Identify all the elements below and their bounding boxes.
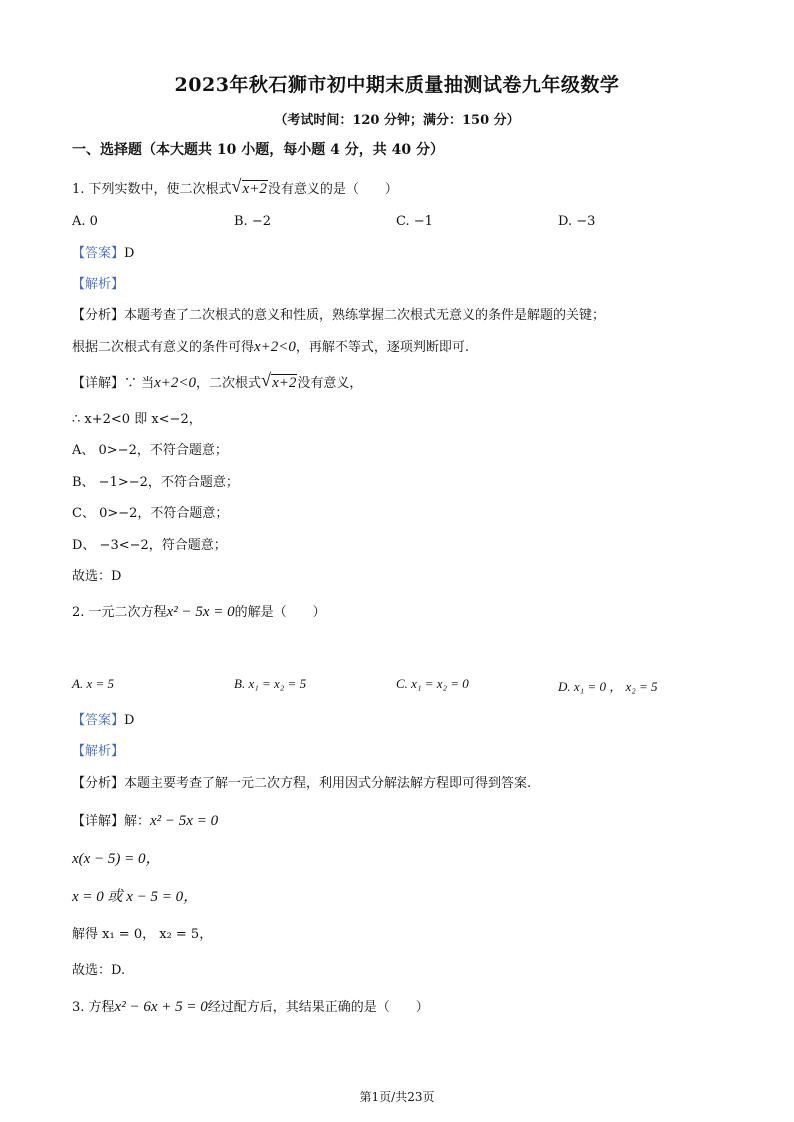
q1-step-a: A、 0>−2，不符合题意；: [72, 443, 228, 458]
radical: √ x+2: [261, 374, 297, 392]
radical: √ x+2: [232, 180, 268, 198]
q1-conclusion: 故选：D: [72, 569, 122, 584]
q1-option-d: D. −3: [558, 214, 596, 229]
q2-step-1: x(x − 5) = 0，: [72, 851, 161, 867]
q1-option-a: A. 0: [72, 214, 98, 229]
q1-option-c: C. −1: [396, 214, 433, 229]
question-2-stem: 2. 一元二次方程x² − 5x = 0的解是（ ）: [72, 604, 326, 620]
q1-analysis: 【分析】本题考查了二次根式的意义和性质，熟练掌握二次根式无意义的条件是解题的关键；: [72, 308, 606, 323]
question-1-stem: 1. 下列实数中，使二次根式√ x+2没有意义的是（ ）: [72, 180, 398, 199]
exam-info: （考试时间：120 分钟；满分：150 分）: [274, 113, 520, 128]
q2-detail: 【详解】解：x² − 5x = 0: [72, 813, 219, 829]
q1-analysis-2: 根据二次根式有意义的条件可得x+2<0，再解不等式，逐项判断即可.: [72, 339, 470, 355]
page-title: 2023年秋石狮市初中期末质量抽测试卷九年级数学: [174, 74, 620, 96]
q2-analysis-label: 【解析】: [72, 744, 125, 759]
q2-conclusion: 故选：D.: [72, 963, 126, 978]
q1-step-c: C、 0>−2，不符合题意；: [72, 506, 229, 521]
q2-step-2: x = 0 或 x − 5 = 0，: [72, 889, 199, 905]
q1-therefore: ∴ x+2<0 即 x<−2，: [72, 412, 202, 427]
q2-option-a: A. x = 5: [72, 676, 114, 691]
q2-option-c: C. x₁ = x₂ = 0: [396, 676, 469, 691]
q2-option-d: D. x₁ = 0 ， x₂ = 5: [558, 679, 658, 694]
q2-answer: 【答案】D: [72, 713, 135, 728]
question-3-stem: 3. 方程x² − 6x + 5 = 0经过配方后，其结果正确的是（ ）: [72, 999, 429, 1015]
q2-analysis: 【分析】本题主要考查了解一元二次方程，利用因式分解法解方程即可得到答案.: [72, 776, 532, 791]
q2-option-b: B. x₁ = x₂ = 5: [234, 676, 307, 691]
q2-step-3: 解得 x₁ = 0， x₂ = 5，: [72, 927, 213, 942]
q1-answer: 【答案】D: [72, 246, 135, 261]
q1-analysis-label: 【解析】: [72, 277, 125, 292]
section-heading: 一、选择题（本大题共 10 小题，每小题 4 分，共 40 分）: [72, 142, 444, 158]
q1-step-b: B、 −1>−2，不符合题意；: [72, 475, 239, 490]
q1-option-b: B. −2: [234, 214, 271, 229]
q1-detail: 【详解】∵ 当x+2<0，二次根式√ x+2没有意义，: [72, 374, 362, 393]
q1-step-d: D、 −3<−2，符合题意；: [72, 538, 227, 553]
page-number: 第1页/共23页: [359, 1090, 435, 1104]
